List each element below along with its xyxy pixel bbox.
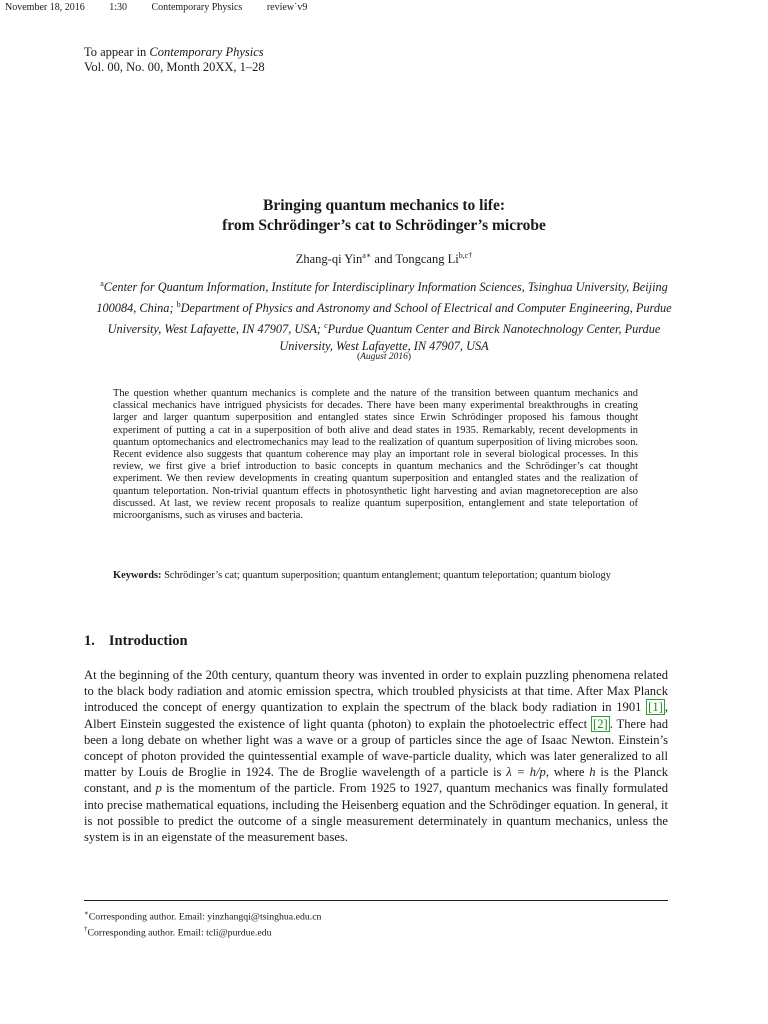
running-header bbox=[5, 2, 329, 13]
citation-link-2[interactable]: [2] bbox=[593, 716, 608, 731]
momentum-symbol: p bbox=[155, 781, 162, 796]
affiliations bbox=[80, 275, 688, 355]
author-list bbox=[0, 251, 768, 267]
footnote-2 bbox=[84, 923, 321, 939]
header-date: November 18, 2016 bbox=[5, 2, 85, 13]
intro-paragraph bbox=[84, 667, 668, 845]
citation-link-1[interactable]: [1] bbox=[648, 700, 663, 715]
intro-text-5: is the Planck constant, and bbox=[84, 765, 668, 796]
footnote-divider bbox=[84, 900, 668, 901]
section-title: Introduction bbox=[108, 633, 188, 649]
to-appear-line bbox=[84, 45, 265, 60]
to-appear-prefix: To appear in bbox=[84, 45, 147, 59]
journal-name: Contemporary Physics bbox=[149, 45, 264, 59]
title-line-1: Bringing quantum mechanics to life: bbox=[263, 197, 505, 214]
author-conjunction: and bbox=[374, 252, 393, 267]
footnote-2-text: Corresponding author. Email: tcli@purdue.edu bbox=[87, 927, 272, 939]
section-number: 1. bbox=[84, 633, 95, 649]
date-close: ) bbox=[407, 352, 412, 362]
affil-a-marker: a bbox=[100, 279, 104, 288]
affil-b-marker: b bbox=[176, 300, 181, 310]
section-heading bbox=[84, 633, 188, 650]
de-broglie-formula: λ = h/p bbox=[506, 765, 546, 780]
intro-text-1: At the beginning of the 20th century, quantum theory was invented in order to explain puzzling phenomena related to the black body radiation and atomic emission spectra, which troubled physicists at that time. After Max Planck introduced the concept of energy quantization to explain the spectrum of the black body radiation in 1901 bbox=[84, 668, 668, 715]
author-yin-affil: a∗ bbox=[362, 251, 372, 260]
footnote-1-text: Corresponding author. Email: yinzhangqi@tsinghua.edu.cn bbox=[88, 911, 322, 923]
planck-symbol: h bbox=[589, 765, 596, 780]
header-time: 1:30 bbox=[109, 2, 127, 13]
header-journal: Contemporary Physics bbox=[151, 2, 243, 13]
keywords-label: Keywords: bbox=[113, 570, 162, 581]
journal-info bbox=[84, 45, 265, 75]
keywords-text: Schrödinger’s cat; quantum superposition; quantum entanglement; quantum teleportation; quantum biology bbox=[164, 570, 611, 581]
date-text: August 2016 bbox=[360, 352, 408, 362]
author-li-affil: b,c† bbox=[458, 251, 473, 260]
footnote-1 bbox=[84, 907, 321, 923]
abstract: The question whether quantum mechanics is complete and the nature of the transition between quantum mechanics and classical mechanics have intrigued physicists for decades. There have been many experimental breakthroughs in creating larger and larger quantum superposition and entangled states since Erwin Schrödinger proposed his famous thought experiment of putting a cat in a superposition of both alive and dead states in 1935. Remarkably, recent developments in quantum optomechanics and electromechanics may lead to the realization of quantum superposition of living microbes soon. Recent evidence also suggests that quantum coherence may play an important role in several biological processes. In this review, we first give a brief introduction to basic concepts in quantum mechanics and the Schrödinger’s cat thought experiment. We then review developments in creating quantum superposition and entangled states and the realization of quantum teleportation. Non-trivial quantum effects in photosynthetic light harvesting and avian magnetoreception are also discussed. At last, we review recent proposals to realize quantum superposition, entanglement and state teleportation of microorganisms, such as viruses and bacteria. bbox=[113, 388, 638, 522]
footnotes bbox=[84, 907, 321, 940]
footnote-2-marker: † bbox=[84, 925, 88, 934]
intro-text-3: . There had been a long debate on whether light was a wave or a group of particles since the age of Isaac Newton. Einstein’s concept of photon provided the quintessential example of wave-particle duality, which was later generalized to all matter by Louis de Broglie in 1924. The de Broglie wavelength of a particle is bbox=[84, 716, 668, 780]
affil-a: Center for Quantum Information, Institute for Interdisciplinary Information Sciences, Tsinghua University, Beijing 100084, China; bbox=[96, 280, 668, 316]
volume-line: Vol. 00, No. 00, Month 20XX, 1–28 bbox=[84, 60, 265, 74]
intro-text-6: is the momentum of the particle. From 1925 to 1927, quantum mechanics was finally formulated into precise mathematical equations, including the Heisenberg equation and the Schrödinger equation. In general, it is not possible to predict the outcome of a single measurement determinately in quantum mechanics, unless the system is in an eigenstate of the measurement bases. bbox=[84, 781, 668, 845]
footnote-1-marker: ∗ bbox=[84, 909, 89, 917]
paper-title bbox=[0, 196, 768, 236]
header-version: review˙v9 bbox=[266, 2, 308, 13]
intro-text-2: , Albert Einstein suggested the existence of light quanta (photon) to explain the photoelectric effect bbox=[84, 700, 668, 731]
keywords bbox=[113, 569, 638, 582]
received-date bbox=[0, 352, 768, 362]
intro-text-4: , where bbox=[545, 765, 590, 780]
affil-b: Department of Physics and Astronomy and School of Electrical and Computer Engineering, Purdue University, West Lafayette, IN 47907, USA; bbox=[107, 301, 672, 337]
affil-c-marker: c bbox=[324, 321, 328, 331]
date-open: ( bbox=[356, 352, 361, 362]
title-line-2: from Schrödinger’s cat to Schrödinger’s microbe bbox=[222, 217, 546, 234]
affil-c: Purdue Quantum Center and Birck Nanotechnology Center, Purdue University, West Lafayette, IN 47907, USA bbox=[279, 322, 661, 354]
author-li: Tongcang Li bbox=[395, 252, 459, 267]
author-yin: Zhang-qi Yin bbox=[295, 252, 363, 267]
